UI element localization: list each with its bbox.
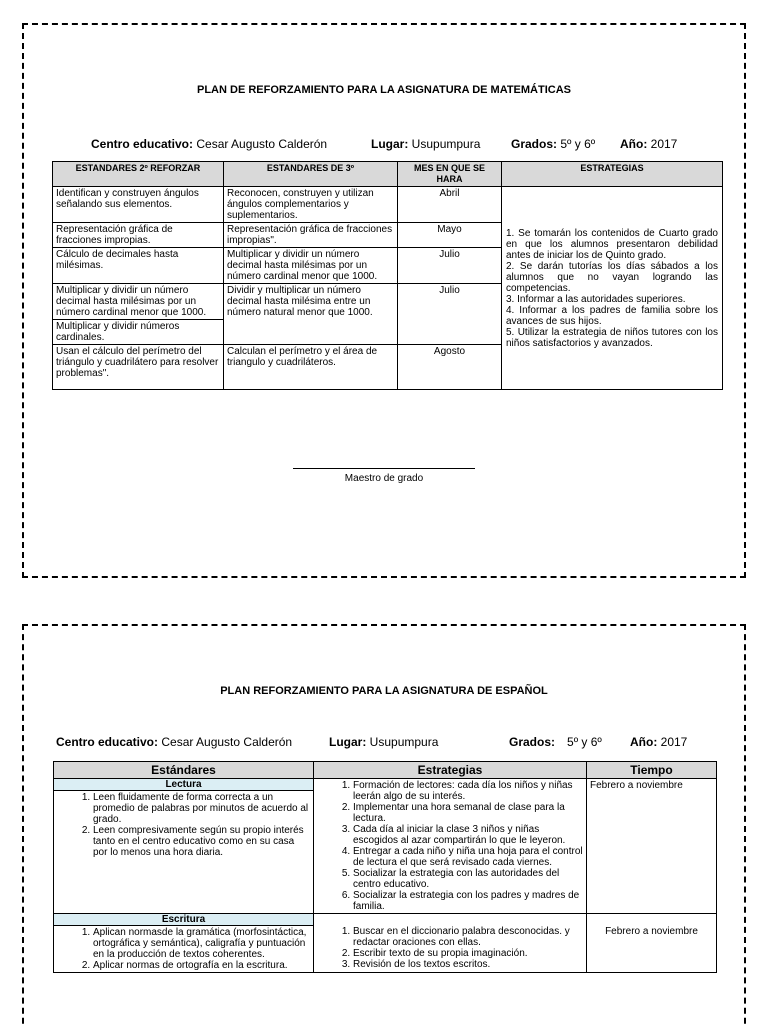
spanish-anio-value: 2017 xyxy=(657,735,688,749)
math-std2-cell: Multiplicar y dividir un número decimal hasta milésimas por un número cardinal menor que 1000. xyxy=(53,284,224,320)
lectura-standards-list xyxy=(57,792,310,858)
math-std3-cell: Calculan el perímetro y el área de triangulo y cuadriláteros. xyxy=(224,345,398,390)
math-header-estrategias: ESTRATEGIAS xyxy=(502,162,723,187)
math-std2-cell: Usan el cálculo del perímetro del triángulo y cuadrilátero para resolver problemas". xyxy=(53,345,224,390)
math-std2-cell: Multiplicar y dividir números cardinales. xyxy=(53,320,224,345)
math-std3-cell: Multiplicar y dividir un número decimal hasta milésimas por un número cardinal menor que 1000. xyxy=(224,248,398,284)
spanish-grados-line xyxy=(509,735,602,749)
table-row xyxy=(54,779,717,914)
math-std2-cell: Cálculo de decimales hasta milésimas. xyxy=(53,248,224,284)
math-strategy-item: 3. Informar a las autoridades superiores. xyxy=(506,293,686,305)
math-lugar-line xyxy=(371,137,480,151)
spanish-time-cell: Febrero a noviembre xyxy=(587,914,717,973)
math-plan-table xyxy=(52,161,723,390)
list-item: 2. Implementar una hora semanal de clase para la lectura. xyxy=(353,802,583,824)
math-std3-cell: Reconocen, construyen y utilizan ángulos complementarios y suplementarios. xyxy=(224,187,398,223)
list-item: 3. Cada día al iniciar la clase 3 niños y niñas escogidos al azar compartirán lo que le leyeron. xyxy=(353,824,583,846)
math-header-std3: ESTANDARES DE 3º xyxy=(224,162,398,187)
math-std3-cell: Dividir y multiplicar un número decimal hasta milésima entre un número natural menor que 1000. xyxy=(224,284,398,345)
spanish-lugar-value: Usupumpura xyxy=(366,735,439,749)
spanish-centro-value: Cesar Augusto Calderón xyxy=(158,735,293,749)
math-plan-title: PLAN DE REFORZAMIENTO PARA LA ASIGNATURA DE MATEMÁTICAS xyxy=(197,84,571,96)
spanish-anio-line xyxy=(630,735,687,749)
math-mes-cell: Julio xyxy=(398,284,502,345)
list-item: 2. Aplicar normas de ortografía en la escritura. xyxy=(93,960,310,971)
math-mes-cell: Agosto xyxy=(398,345,502,390)
lectura-strategies-list xyxy=(317,780,583,912)
spanish-plan-table xyxy=(53,761,717,973)
spanish-strategies-cell xyxy=(314,779,587,914)
math-anio-line xyxy=(620,137,677,151)
list-item: 1. Leen fluidamente de forma correcta a un promedio de palabras por minutos de acuerdo al grado. xyxy=(93,792,310,825)
math-lugar-label: Lugar: xyxy=(371,137,409,151)
math-table-header xyxy=(53,162,723,187)
math-mes-cell: Julio xyxy=(398,248,502,284)
signature-line xyxy=(293,468,475,469)
math-grados-label: Grados: xyxy=(511,137,558,151)
spanish-grados-label: Grados: xyxy=(509,735,556,749)
escritura-strategies-list xyxy=(317,926,583,970)
math-centro-label: Centro educativo: xyxy=(91,137,194,151)
math-mes-cell: Mayo xyxy=(398,223,502,248)
math-anio-value: 2017 xyxy=(647,137,678,151)
list-item: 1. Buscar en el diccionario palabra desconocidas. y redactar oraciones con ellas. xyxy=(353,926,583,948)
math-std2-cell: Identifican y construyen ángulos señalando sus elementos. xyxy=(53,187,224,223)
math-strategy-item: 4. Informar a los padres de familia sobre los avances de sus hijos. xyxy=(506,304,718,327)
math-centro-line xyxy=(91,137,327,151)
math-grados-value: 5º y 6º xyxy=(557,137,596,151)
table-row xyxy=(53,187,723,223)
table-row xyxy=(54,914,717,973)
spanish-centro-label: Centro educativo: xyxy=(56,735,159,749)
math-lugar-value: Usupumpura xyxy=(408,137,481,151)
spanish-header-estrategias: Estrategias xyxy=(314,762,587,779)
spanish-table-header xyxy=(54,762,717,779)
section-heading-lectura: Lectura xyxy=(54,779,313,791)
math-grados-line xyxy=(511,137,595,151)
spanish-standards-cell xyxy=(54,779,314,914)
spanish-lugar-line xyxy=(329,735,438,749)
math-std2-cell: Representación gráfica de fracciones impropias. xyxy=(53,223,224,248)
math-strategy-item: 2. Se darán tutorías los días sábados a los alumnos que no vayan logrando las competencias. xyxy=(506,260,718,294)
math-std3-cell: Representación gráfica de fracciones impropias". xyxy=(224,223,398,248)
math-centro-value: Cesar Augusto Calderón xyxy=(193,137,328,151)
math-header-std2: ESTANDARES 2º REFORZAR xyxy=(53,162,224,187)
spanish-strategies-cell xyxy=(314,914,587,973)
spanish-standards-cell xyxy=(54,914,314,973)
escritura-standards-list xyxy=(57,927,310,971)
list-item: 4. Entregar a cada niño y niña una hoja para el control de lectura el que será revisado cada viernes. xyxy=(353,846,583,868)
spanish-header-tiempo: Tiempo xyxy=(587,762,717,779)
spanish-lugar-label: Lugar: xyxy=(329,735,367,749)
list-item: 5. Socializar la estrategia con las autoridades del centro educativo. xyxy=(353,868,583,890)
math-strategy-item: 5. Utilizar la estrategia de niños tutores con los niños satisfactorios y avanzados. xyxy=(506,326,718,349)
spanish-header-estandares: Estándares xyxy=(54,762,314,779)
spanish-plan-title: PLAN REFORZAMIENTO PARA LA ASIGNATURA DE ESPAÑOL xyxy=(220,685,548,697)
list-item: 1. Aplican normasde la gramática (morfosintáctica, ortográfica y semántica), caligrafía y puntuación en la producción de textos coherentes. xyxy=(93,927,310,960)
list-item: 2. Leen compresivamente según su propio interés tanto en el centro educativo como en su casa por lo menos una hora diaria. xyxy=(93,825,310,858)
spanish-centro-line xyxy=(56,735,292,749)
section-heading-escritura: Escritura xyxy=(54,914,313,926)
math-anio-label: Año: xyxy=(620,137,648,151)
list-item: 2. Escribir texto de su propia imaginación. xyxy=(353,948,583,959)
spanish-grados-value: 5º y 6º xyxy=(567,735,602,749)
spanish-anio-label: Año: xyxy=(630,735,658,749)
math-strategy-item: 1. Se tomarán los contenidos de Cuarto grado en que los alumnos presentaron debilidad antes de iniciar los de Quinto grado. xyxy=(506,227,718,261)
signature-label: Maestro de grado xyxy=(344,473,424,484)
list-item: 3. Revisión de los textos escritos. xyxy=(353,959,583,970)
spanish-time-cell: Febrero a noviembre xyxy=(587,779,717,914)
list-item: 6. Socializar la estrategia con los padres y madres de familia. xyxy=(353,890,583,912)
math-strategies-cell xyxy=(502,187,723,390)
list-item: 1. Formación de lectores: cada día los niños y niñas leerán algo de su interés. xyxy=(353,780,583,802)
math-header-mes: MES EN QUE SE HARA xyxy=(398,162,502,187)
math-mes-cell: Abril xyxy=(398,187,502,223)
